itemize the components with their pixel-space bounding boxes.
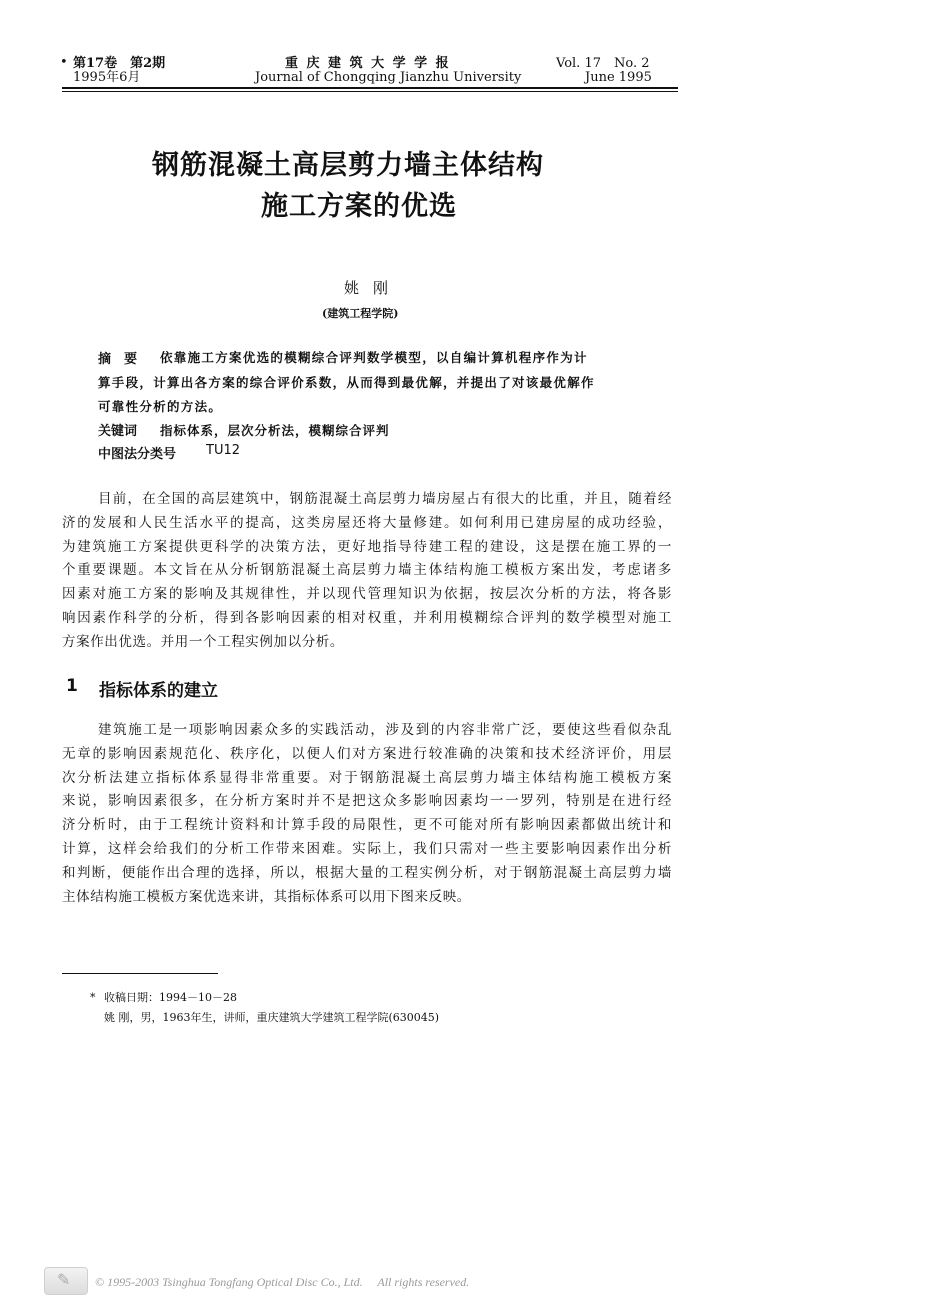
author-name: 姚刚 <box>344 279 403 297</box>
header-date-en: June 1995 <box>585 70 652 85</box>
author-affiliation: (建筑工程学院) <box>322 307 399 320</box>
footnote-rule <box>62 973 218 974</box>
footnote-marker: * <box>90 991 96 1004</box>
publisher-logo <box>44 1267 88 1295</box>
text-line: 济分析时，由于工程统计资料和计算手段的局限性，更不可能对所有影响因素都做出统计和 <box>62 817 672 834</box>
header-journal-cn: 重 庆 建 筑 大 学 学 报 <box>285 56 451 71</box>
footnote-author-info: 姚 刚，男，1963年生，讲师，重庆建筑大学建筑工程学院(630045) <box>104 1011 440 1024</box>
header-rule-thin <box>62 91 678 92</box>
header-volume-en: Vol. 17 No. 2 <box>556 56 650 71</box>
abstract-line: 依靠施工方案优选的模糊综合评判数学模型，以自编计算机程序作为计 <box>160 350 588 365</box>
text-line: 因素对施工方案的影响及其规律性，并以现代管理知识为依据，按层次分析的方法，将各影 <box>62 586 672 603</box>
header-date-cn: 1995年6月 <box>73 70 141 85</box>
section-title: 指标体系的建立 <box>99 681 218 701</box>
text-line: 无章的影响因素规范化、秩序化，以便人们对方案进行较准确的决策和技术经济评价，用层 <box>62 745 672 762</box>
text-line: 次分析法建立指标体系显得非常重要。对于钢筋混凝土高层剪力墙主体结构施工模板方案 <box>62 769 672 786</box>
title-line-1: 钢筋混凝土高层剪力墙主体结构 <box>152 150 544 181</box>
text-line: 计算，这样会给我们的分析工作带来困难。实际上，我们只需对一些主要影响因素作出分析 <box>62 840 672 857</box>
footnote-received: 收稿日期：1994－10－28 <box>104 991 237 1004</box>
text-line: 响因素作科学的分析，得到各影响因素的相对权重，并利用模糊综合评判的数学模型对施工 <box>62 609 672 626</box>
header-journal-en: Journal of Chongqing Jianzhu University <box>255 70 522 85</box>
copyright-notice: © 1995-2003 Tsinghua Tongfang Optical Disc Co., Ltd. All rights reserved. <box>95 1275 470 1289</box>
header-marker: • <box>60 55 68 70</box>
abstract-line: 算手段，计算出各方案的综合评价系数，从而得到最优解，并提出了对该最优解作 <box>98 375 595 390</box>
text-line: 个重要课题。本文旨在从分析钢筋混凝土高层剪力墙主体结构施工模板方案出发，考虑诸多 <box>62 562 672 579</box>
text-line: 目前，在全国的高层建筑中，钢筋混凝土高层剪力墙房屋占有很大的比重，并且，随着经 <box>98 491 672 507</box>
text-line: 为建筑施工方案提供更科学的决策方法，更好地指导待建工程的建设，这是摆在施工界的一 <box>62 538 672 555</box>
abstract-label: 摘 要 <box>98 352 138 367</box>
text-line: 和判断，便能作出合理的选择，所以，根据大量的工程实例分析，对于钢筋混凝土高层剪力墙 <box>62 864 672 881</box>
classification-code: TU12 <box>206 443 240 458</box>
publisher-logo-icon: ✎ <box>57 1270 71 1289</box>
text-line: 济的发展和人民生活水平的提高，这类房屋还将大量修建。如何利用已建房屋的成功经验， <box>62 514 672 531</box>
intro-paragraph <box>62 488 672 655</box>
section1-paragraph <box>62 719 672 909</box>
title-line-2: 施工方案的优选 <box>261 191 457 222</box>
text-line: 来说，影响因素很多，在分析方案时并不是把这众多影响因素均一一罗列，特别是在进行经 <box>62 793 672 810</box>
classification-label: 中图法分类号 <box>98 447 177 462</box>
header-rule-thick <box>62 87 678 89</box>
text-line: 方案作出优选。并用一个工程实例加以分析。 <box>62 633 344 650</box>
keywords-label: 关键词 <box>98 424 138 439</box>
text-line: 建筑施工是一项影响因素众多的实践活动，涉及到的内容非常广泛，要使这些看似杂乱 <box>98 722 672 738</box>
abstract-line: 可靠性分析的方法。 <box>98 399 223 414</box>
text-line: 主体结构施工模板方案优选来讲，其指标体系可以用下图来反映。 <box>62 888 471 905</box>
section-number: 1 <box>66 676 78 696</box>
header-volume-cn: 第17卷 第2期 <box>73 56 166 71</box>
keywords-text: 指标体系，层次分析法，模糊综合评判 <box>160 423 390 438</box>
